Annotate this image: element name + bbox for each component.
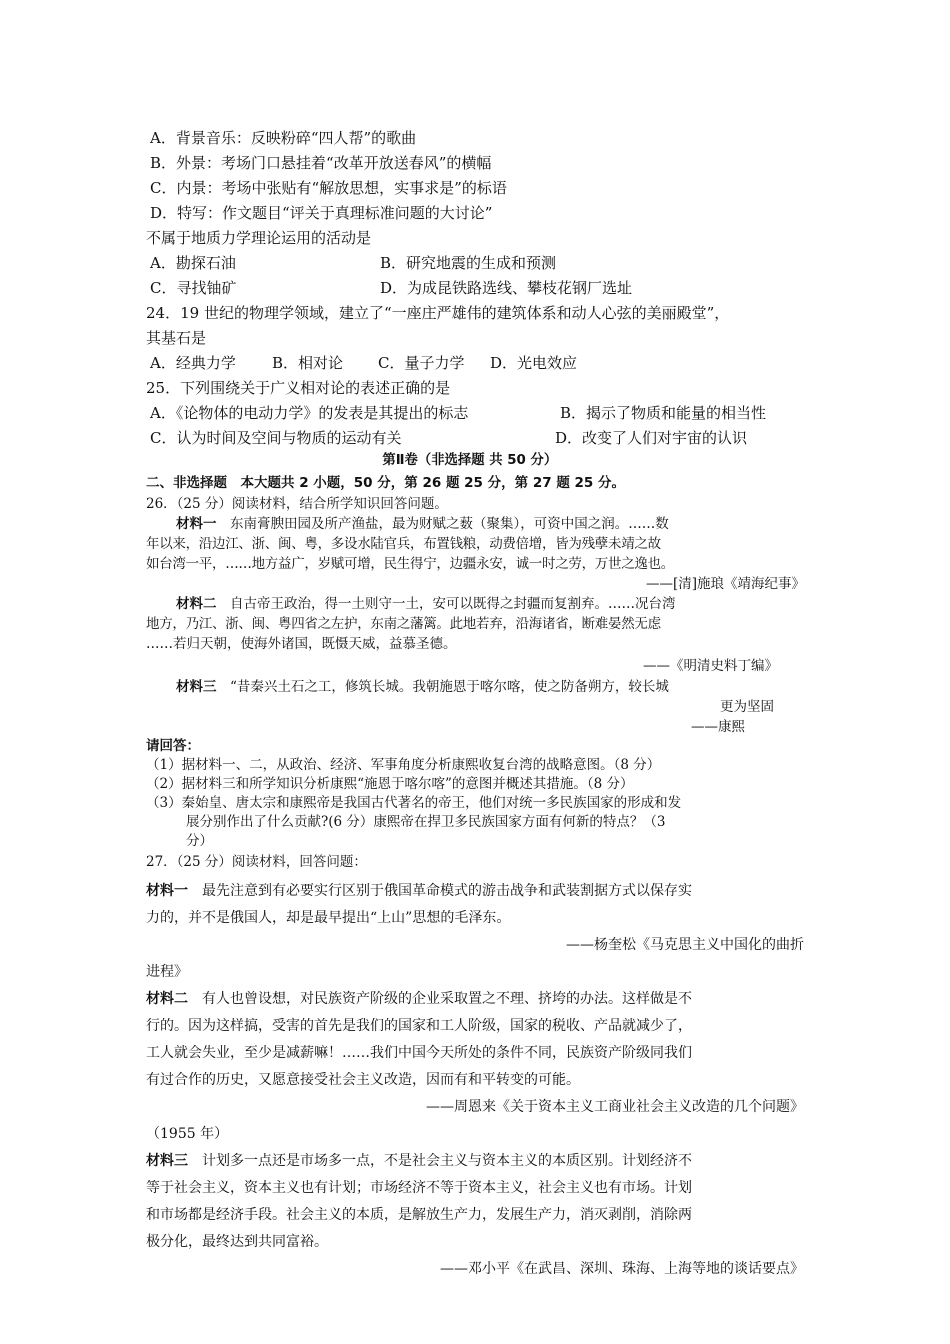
q25-option-c: C．认为时间及空间与物质的运动有关 bbox=[150, 429, 402, 447]
q22-option-d: D．特写：作文题目“评关于真理标准问题的大讨论” bbox=[150, 204, 493, 222]
q27-material-1-line2: 力的，并不是俄国人，却是最早提出“上山”思想的毛泽东。 bbox=[146, 910, 511, 926]
q25-option-b: B．揭示了物质和能量的相当性 bbox=[560, 404, 767, 422]
q26-material-2-line1: 材料二 自古帝王政治，得一土则守一土，安可以既得之封疆而复割弃。……况台湾 bbox=[176, 596, 676, 612]
q27-material-2-source: ——周恩来《关于资本主义工商业社会主义改造的几个问题》 bbox=[426, 1099, 804, 1115]
q22-option-a: A．背景音乐：反映粉碎“四人帮”的歌曲 bbox=[150, 129, 417, 147]
q26-material-1-label: 材料一 bbox=[176, 516, 217, 532]
q26-material-1-line2: 年以来，沿边江、浙、闽、粤，多设水陆官兵，布置钱粮，动费倍增，皆为残孽未靖之故 bbox=[146, 536, 661, 552]
q27-material-2-source-year: （1955 年） bbox=[146, 1126, 229, 1142]
q26-material-1-source: ——[清]施琅《靖海纪事》 bbox=[645, 576, 805, 592]
q27-material-2-line2: 行的。因为这样搞，受害的首先是我们的国家和工人阶级，国家的税收、产品就减少了， bbox=[146, 1018, 692, 1034]
q27-material-3-line4: 极分化，最终达到共同富裕。 bbox=[146, 1234, 328, 1250]
q27-material-1-source: ——杨奎松《马克思主义中国化的曲折 bbox=[566, 937, 804, 953]
q25-stem: 25．下列围绕关于广义相对论的表述正确的是 bbox=[146, 379, 451, 397]
q23-option-d: D．为成昆铁路选线、攀枝花钢厂选址 bbox=[380, 279, 633, 297]
q26-material-3-line2: 更为坚固 bbox=[720, 699, 774, 715]
q26-material-2-source: ——《明清史料丁编》 bbox=[643, 658, 778, 674]
section-2-title: 第Ⅱ卷（非选择题 共 50 分） bbox=[382, 452, 558, 468]
q26-material-2-label: 材料二 bbox=[176, 596, 217, 612]
q22-option-c: C．内景：考场中张贴有“解放思想，实事求是”的标语 bbox=[150, 179, 507, 197]
q26-ask: 请回答： bbox=[146, 738, 200, 754]
q27-material-1-line1: 材料一 最先注意到有必要实行区别于俄国革命模式的游击战争和武装割据方式以保存实 bbox=[146, 883, 692, 899]
q27-material-2-line4: 有过合作的历史，又愿意接受社会主义改造，因而有和平转变的可能。 bbox=[146, 1072, 580, 1088]
q26-material-1-line3: 如台湾一平，……地方益广，岁赋可增，民生得宁，边疆永安，诚一时之劳，万世之逸也。 bbox=[146, 556, 674, 572]
q24-stem-line2: 其基石是 bbox=[146, 329, 207, 347]
q27-material-3-line2: 等于社会主义，资本主义也有计划；市场经济不等于资本主义，社会主义也有市场。计划 bbox=[146, 1180, 692, 1196]
q22-option-b: B．外景：考场门口悬挂着“改革开放送春风”的横幅 bbox=[150, 154, 492, 172]
q27-material-3-line3: 和市场都是经济手段。社会主义的本质，是解放生产力，发展生产力，消灭剥削，消除两 bbox=[146, 1207, 692, 1223]
q26-question-3-line1: （3）秦始皇、唐太宗和康熙帝是我国古代著名的帝王，他们对统一多民族国家的形成和发 bbox=[146, 795, 682, 811]
q24-option-c: C．量子力学 bbox=[378, 354, 465, 372]
q26-question-3-line2: 展分别作出了什么贡献?(6 分）康熙帝在捍卫多民族国家方面有何新的特点？（3 bbox=[186, 814, 666, 830]
q27-material-3-source: ——邓小平《在武昌、深圳、珠海、上海等地的谈话要点》 bbox=[440, 1261, 804, 1277]
q26-material-1-line1: 材料一 东南膏腴田园及所产渔盐，最为财赋之薮（聚集），可资中国之润。……数 bbox=[176, 516, 669, 532]
q26-intro: 26．（25 分）阅读材料，结合所学知识回答问题。 bbox=[146, 496, 448, 512]
q27-material-1-label: 材料一 bbox=[146, 883, 188, 899]
q27-material-3-line1: 材料三 计划多一点还是市场多一点，不是社会主义与资本主义的本质区别。计划经济不 bbox=[146, 1153, 692, 1169]
q26-question-1: （1）据材料一、二，从政治、经济、军事角度分析康熙收复台湾的战略意图。（8 分） bbox=[146, 757, 661, 773]
q24-stem-line1: 24．19 世纪的物理学领域，建立了“一座庄严雄伟的建筑体系和动人心弦的美丽殿堂”， bbox=[146, 304, 730, 322]
q26-question-2: （2）据材料三和所学知识分析康熙“施恩于喀尔喀”的意图并概述其措施。（8 分） bbox=[146, 776, 634, 792]
q24-option-b: B．相对论 bbox=[272, 354, 344, 372]
q24-option-a: A．经典力学 bbox=[150, 354, 236, 372]
q23-option-a: A．勘探石油 bbox=[150, 254, 236, 272]
q27-material-3-label: 材料三 bbox=[146, 1153, 188, 1169]
q26-material-3-label: 材料三 bbox=[176, 679, 217, 695]
q27-material-2-line3: 工人就会失业，至少是减薪嘛！……我们中国今天所处的条件不同，民族资产阶级同我们 bbox=[146, 1045, 692, 1061]
q23-stem: 不属于地质力学理论运用的活动是 bbox=[146, 229, 372, 247]
q27-material-2-line1: 材料二 有人也曾设想，对民族资产阶级的企业采取置之不理、挤垮的办法。这样做是不 bbox=[146, 991, 692, 1007]
q26-material-3-line1: 材料三 “昔秦兴土石之工，修筑长城。我朝施恩于喀尔喀，使之防备朔方，较长城 bbox=[176, 679, 669, 695]
q26-material-3-source: ——康熙 bbox=[691, 719, 745, 735]
q27-material-2-label: 材料二 bbox=[146, 991, 188, 1007]
q25-option-d: D．改变了人们对宇宙的认识 bbox=[555, 429, 748, 447]
section-2-heading: 二、非选择题 本大题共 2 小题，50 分，第 26 题 25 分，第 27 题 25 分。 bbox=[146, 475, 626, 491]
q23-option-c: C．寻找铀矿 bbox=[150, 279, 237, 297]
q24-option-d: D．光电效应 bbox=[490, 354, 578, 372]
q25-option-a: A．《论物体的电动力学》的发表是其提出的标志 bbox=[150, 404, 469, 422]
q27-material-1-source-cont: 进程》 bbox=[146, 964, 188, 980]
q26-material-2-line3: ……若归天朝，使海外诸国，既慑天威，益慕圣德。 bbox=[146, 636, 457, 652]
q27-intro: 27．（25 分）阅读材料，回答问题： bbox=[146, 854, 367, 870]
q23-option-b: B．研究地震的生成和预测 bbox=[380, 254, 557, 272]
q26-question-3-line3: 分） bbox=[186, 833, 213, 849]
q26-material-2-line2: 地方，乃江、浙、闽、粤四省之左护，东南之藩篱。此地若弃，沿海诸省，断难晏然无虑 bbox=[146, 616, 661, 632]
